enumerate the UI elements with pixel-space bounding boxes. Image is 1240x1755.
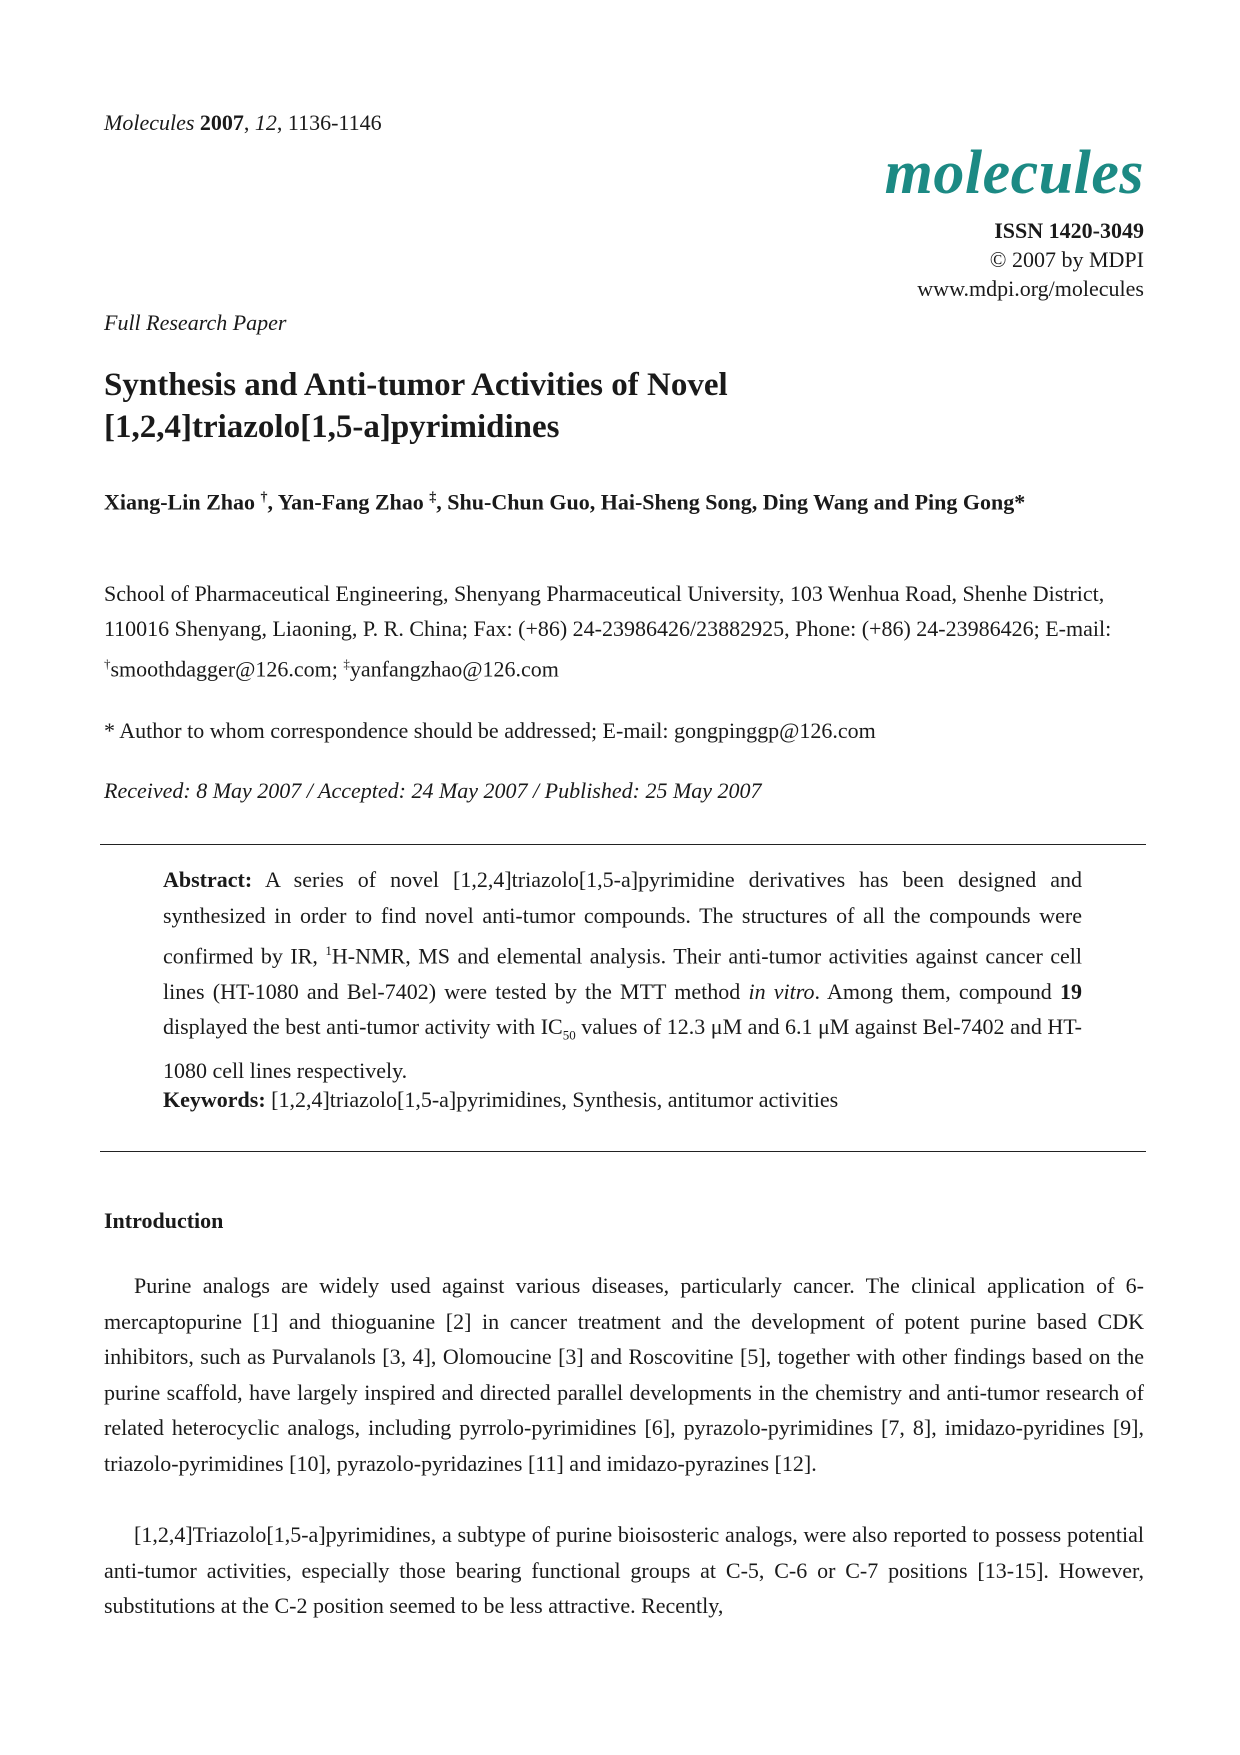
abstract	[163, 862, 1082, 1089]
journal-website: www.mdpi.org/molecules	[917, 276, 1144, 301]
title-line-1: Synthesis and Anti-tumor Activities of Novel	[104, 367, 728, 403]
affiliation-text: School of Pharmaceutical Engineering, Shenyang Pharmaceutical University, 103 Wenhua Road, Shenhe District, 110016 Shenyang, Liaoning, P. R. China; Fax: (+86) 24-23986426/23882925, Phone: (+86) 24-23986426; E-mail:	[104, 581, 1112, 641]
abstract-text-2: H-NMR, MS and elemental analysis. Their anti-tumor activities against cancer cell lines (HT-1080 and Bel-7402) were tested by the MTT method	[163, 943, 1083, 1004]
author-2: Yan-Fang Zhao	[277, 489, 424, 515]
author-1-mark: †	[260, 490, 268, 505]
email-1-mark: †	[104, 656, 111, 671]
paper-title	[104, 364, 1144, 448]
issn-block	[917, 216, 1144, 303]
email-2: yanfangzhao@126.com	[349, 656, 559, 682]
section-heading-introduction: Introduction	[104, 1208, 224, 1233]
abstract-text-1: A series of novel [1,2,4]triazolo[1,5-a]pyrimidine derivatives has been designed and synthesized in order to find novel anti-tumor compounds. The structures of all the compounds were confirmed by IR,	[163, 867, 1082, 969]
keywords-label: Keywords:	[163, 1087, 266, 1112]
author-1: Xiang-Lin Zhao	[104, 489, 255, 515]
authors-rest: , Shu-Chun Guo, Hai-Sheng Song, Ding Wang and Ping Gong*	[436, 489, 1026, 515]
citation-year: 2007	[199, 110, 244, 135]
abstract-sub-50: 50	[562, 1027, 576, 1043]
email-1: smoothdagger@126.com;	[110, 656, 344, 682]
citation-pages: , 1136-1146	[276, 110, 382, 135]
intro-paragraph-1: Purine analogs are widely used against various diseases, particularly cancer. The clinical application of 6-mercaptopurine [1] and thioguanine [2] in cancer treatment and the development of potent purine based CDK inhibitors, such as Purvalanols [3, 4], Olomoucine [3] and Roscovitine [5], together with other findings based on the purine scaffold, have largely inspired and directed parallel developments in the chemistry and anti-tumor research of related heterocyclic analogs, including pyrrolo-pyrimidines [6], pyrazolo-pyrimidines [7, 8], imidazo-pyridines [9], triazolo-pyrimidines [10], pyrazolo-pyridazines [11] and imidazo-pyrazines [12].	[104, 1273, 1144, 1476]
journal-citation: Molecules 2007, 12, 1136-1146	[104, 110, 382, 135]
publication-dates: Received: 8 May 2007 / Accepted: 24 May 2007 / Published: 25 May 2007	[104, 778, 762, 803]
affiliation	[104, 576, 1144, 686]
keywords	[163, 1087, 1082, 1113]
article-type: Full Research Paper	[104, 310, 287, 335]
abstract-top-divider	[100, 844, 1146, 845]
abstract-sup-1: 1	[325, 943, 332, 958]
title-line-2: [1,2,4]triazolo[1,5-a]pyrimidines	[104, 409, 560, 445]
citation-journal: Molecules	[104, 110, 195, 135]
author-2-mark: ‡	[429, 490, 437, 505]
corresponding-author: * Author to whom correspondence should be addressed; E-mail: gongpinggp@126.com	[104, 718, 876, 743]
author-list: Xiang-Lin Zhao †, Yan-Fang Zhao ‡, Shu-Chun Guo, Hai-Sheng Song, Ding Wang and Ping Gong*	[104, 489, 1026, 515]
citation-volume: 12	[254, 110, 277, 135]
intro-paragraph-2: [1,2,4]Triazolo[1,5-a]pyrimidines, a subtype of purine bioisosteric analogs, were also reported to possess potential anti-tumor activities, especially those bearing functional groups at C-5, C-6 or C-7 positions [13-15]. However, substitutions at the C-2 position seemed to be less attractive. Recently,	[104, 1522, 1144, 1618]
abstract-text-4: displayed the best anti-tumor activity with IC	[163, 1014, 563, 1040]
email-2-mark: ‡	[343, 656, 350, 671]
abstract-bottom-divider	[100, 1151, 1146, 1152]
abstract-text-3: . Among them, compound	[814, 978, 1060, 1004]
keywords-text: [1,2,4]triazolo[1,5-a]pyrimidines, Synthesis, antitumor activities	[265, 1087, 839, 1112]
abstract-compound: 19	[1060, 978, 1082, 1004]
journal-logo: molecules	[884, 139, 1144, 207]
abstract-text-5: values of 12.3 μM and 6.1 μM against Bel-7402 and HT-1080 cell lines respectively.	[163, 1014, 1082, 1084]
abstract-label: Abstract:	[163, 867, 253, 892]
issn: ISSN 1420-3049	[994, 218, 1144, 243]
abstract-in-vitro: in vitro	[748, 978, 815, 1004]
copyright: © 2007 by MDPI	[989, 247, 1144, 272]
